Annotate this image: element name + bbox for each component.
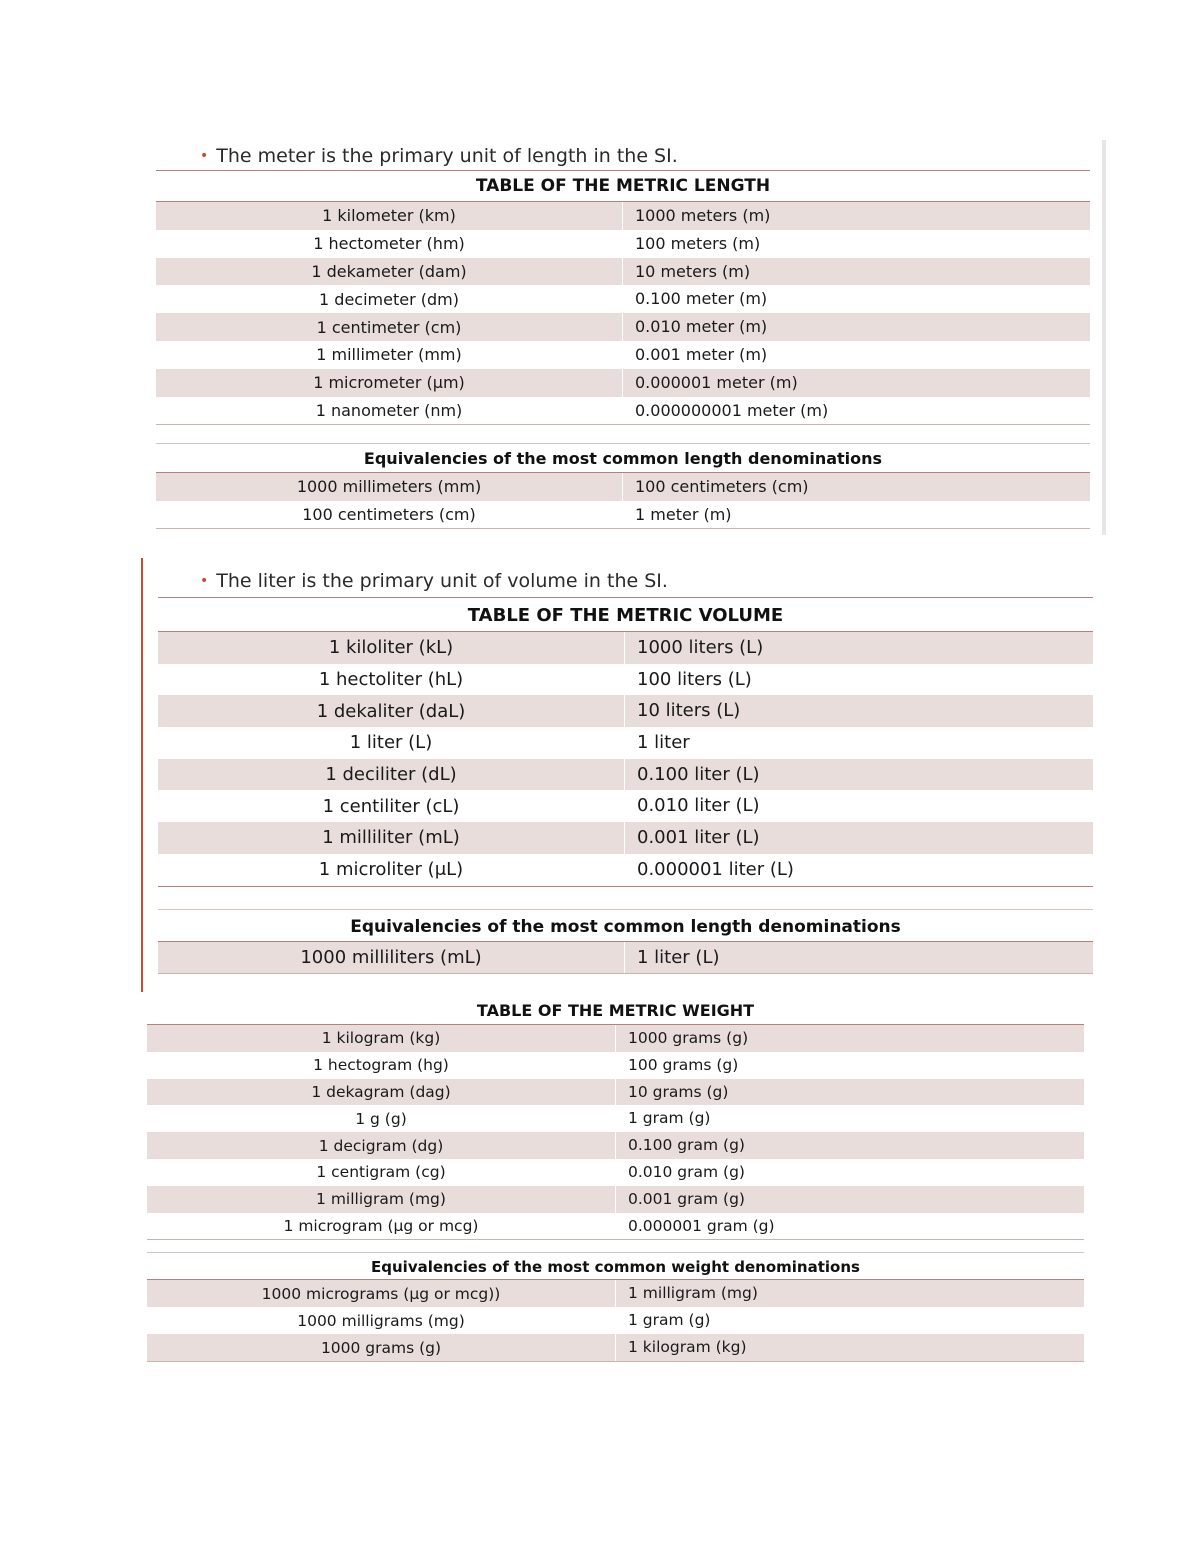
unit-cell: 1 liter (L) — [349, 732, 433, 754]
equivalent-cell: 1000 meters (m) — [622, 202, 770, 230]
volume-equiv-rows — [158, 941, 1093, 973]
unit-cell: 1 dekameter (dam) — [311, 261, 467, 281]
bullet-icon: • — [200, 148, 209, 164]
table-row — [156, 258, 1090, 286]
equivalent-cell: 0.001 gram (g) — [615, 1186, 745, 1213]
weight-equiv-rows — [147, 1279, 1084, 1361]
unit-cell: 1 microliter (μL) — [318, 859, 464, 881]
table-row — [156, 473, 1090, 501]
unit-cell: 1000 millimeters (mm) — [296, 477, 482, 497]
equivalent-cell: 10 grams (g) — [615, 1079, 728, 1106]
unit-cell: 1 g (g) — [355, 1109, 407, 1128]
equivalent-cell: 0.001 meter (m) — [622, 341, 767, 369]
volume-table — [158, 597, 1093, 887]
volume-table-title: TABLE OF THE METRIC VOLUME — [467, 605, 784, 626]
volume-rows — [158, 631, 1093, 886]
unit-cell: 1 centiliter (cL) — [322, 795, 460, 817]
equivalent-cell: 10 liters (L) — [624, 695, 740, 727]
unit-cell: 100 centimeters (cm) — [302, 504, 476, 524]
equivalent-cell: 0.100 meter (m) — [622, 285, 767, 313]
length-equiv-table — [156, 443, 1090, 529]
equivalent-cell: 0.010 gram (g) — [615, 1159, 745, 1186]
right-margin-bar — [1102, 140, 1106, 535]
unit-cell: 1 kilogram (kg) — [321, 1029, 441, 1048]
volume-intro-text: The liter is the primary unit of volume in the SI. — [216, 570, 668, 592]
equivalent-cell: 0.100 gram (g) — [615, 1132, 745, 1159]
weight-table-title: TABLE OF THE METRIC WEIGHT — [476, 1001, 755, 1020]
equivalent-cell: 1 liter (L) — [624, 942, 720, 973]
weight-equiv-table — [147, 1252, 1084, 1362]
unit-cell: 1 centimeter (cm) — [316, 317, 462, 337]
unit-cell: 1 dekagram (dag) — [311, 1082, 451, 1101]
unit-cell: 1 micrometer (μm) — [313, 373, 465, 393]
table-row — [147, 1307, 1084, 1334]
unit-cell: 1 kiloliter (kL) — [328, 637, 454, 659]
unit-cell: 1000 grams (g) — [320, 1338, 442, 1357]
unit-cell: 1 decigram (dg) — [318, 1136, 444, 1155]
equivalent-cell: 100 meters (m) — [622, 230, 760, 258]
length-table — [156, 170, 1090, 425]
table-row — [156, 369, 1090, 397]
equivalent-cell: 1 gram (g) — [615, 1105, 710, 1132]
equivalent-cell: 100 liters (L) — [624, 664, 752, 696]
unit-cell: 1000 milligrams (mg) — [297, 1311, 465, 1330]
table-row — [158, 854, 1093, 886]
equivalent-cell: 0.010 liter (L) — [624, 790, 760, 822]
equivalent-cell: 0.100 liter (L) — [624, 759, 760, 791]
table-row — [156, 230, 1090, 258]
weight-table — [147, 998, 1084, 1240]
volume-equiv-table — [158, 909, 1093, 974]
table-row — [156, 202, 1090, 230]
table-row — [158, 727, 1093, 759]
table-row — [147, 1132, 1084, 1159]
length-equiv-rows — [156, 472, 1090, 528]
equivalent-cell: 1 liter — [624, 727, 690, 759]
table-row — [156, 397, 1090, 425]
unit-cell: 1 milligram (mg) — [316, 1190, 446, 1209]
unit-cell: 1 microgram (μg or mcg) — [283, 1216, 479, 1235]
table-row — [158, 822, 1093, 854]
table-row — [156, 285, 1090, 313]
table-row — [156, 341, 1090, 369]
unit-cell: 1 milliliter (mL) — [322, 827, 460, 849]
unit-cell: 1 dekaliter (daL) — [316, 700, 466, 722]
table-row — [147, 1213, 1084, 1240]
table-row — [158, 632, 1093, 664]
unit-cell: 1 kilometer (km) — [322, 206, 456, 226]
table-row — [147, 1159, 1084, 1186]
unit-cell: 1 hectometer (hm) — [313, 234, 465, 254]
table-row — [158, 664, 1093, 696]
length-equiv-title: Equivalencies of the most common length denominations — [363, 449, 883, 468]
table-row — [147, 1025, 1084, 1052]
equivalent-cell: 0.000001 gram (g) — [615, 1213, 775, 1240]
table-row — [147, 1052, 1084, 1079]
volume-equiv-title: Equivalencies of the most common length denominations — [350, 917, 901, 937]
weight-equiv-title: Equivalencies of the most common weight denominations — [371, 1258, 860, 1276]
length-intro — [200, 145, 678, 167]
unit-cell: 1 deciliter (dL) — [325, 764, 457, 786]
table-row — [158, 759, 1093, 791]
unit-cell: 1 hectoliter (hL) — [318, 669, 464, 691]
left-accent-bar — [141, 558, 143, 992]
equivalent-cell: 1000 liters (L) — [624, 632, 763, 664]
equivalent-cell: 0.000000001 meter (m) — [622, 397, 828, 425]
table-row — [158, 942, 1093, 973]
unit-cell: 1 decimeter (dm) — [319, 289, 459, 309]
equivalent-cell: 0.000001 meter (m) — [622, 369, 798, 397]
unit-cell: 1000 milliliters (mL) — [300, 947, 482, 968]
volume-intro — [200, 570, 668, 592]
equivalent-cell: 10 meters (m) — [622, 258, 750, 286]
equivalent-cell: 1 meter (m) — [622, 501, 732, 529]
unit-cell: 1 centigram (cg) — [316, 1163, 446, 1182]
length-rows — [156, 201, 1090, 424]
table-row — [158, 695, 1093, 727]
unit-cell: 1000 micrograms (μg or mcg)) — [261, 1284, 501, 1303]
table-row — [147, 1280, 1084, 1307]
equivalent-cell: 100 grams (g) — [615, 1052, 738, 1079]
table-row — [147, 1079, 1084, 1106]
unit-cell: 1 nanometer (nm) — [315, 400, 463, 420]
equivalent-cell: 1000 grams (g) — [615, 1025, 748, 1052]
bullet-icon: • — [200, 573, 209, 589]
equivalent-cell: 100 centimeters (cm) — [622, 473, 809, 501]
equivalent-cell: 0.010 meter (m) — [622, 313, 767, 341]
weight-rows — [147, 1024, 1084, 1239]
equivalent-cell: 1 kilogram (kg) — [615, 1334, 747, 1361]
equivalent-cell: 1 milligram (mg) — [615, 1280, 758, 1307]
length-intro-text: The meter is the primary unit of length in the SI. — [216, 145, 678, 167]
unit-cell: 1 millimeter (mm) — [316, 345, 462, 365]
table-row — [156, 501, 1090, 529]
table-row — [156, 313, 1090, 341]
table-row — [147, 1334, 1084, 1361]
equivalent-cell: 0.001 liter (L) — [624, 822, 760, 854]
table-row — [147, 1186, 1084, 1213]
length-table-title: TABLE OF THE METRIC LENGTH — [475, 176, 771, 196]
table-row — [158, 790, 1093, 822]
table-row — [147, 1105, 1084, 1132]
unit-cell: 1 hectogram (hg) — [313, 1056, 449, 1075]
equivalent-cell: 1 gram (g) — [615, 1307, 710, 1334]
equivalent-cell: 0.000001 liter (L) — [624, 854, 794, 886]
